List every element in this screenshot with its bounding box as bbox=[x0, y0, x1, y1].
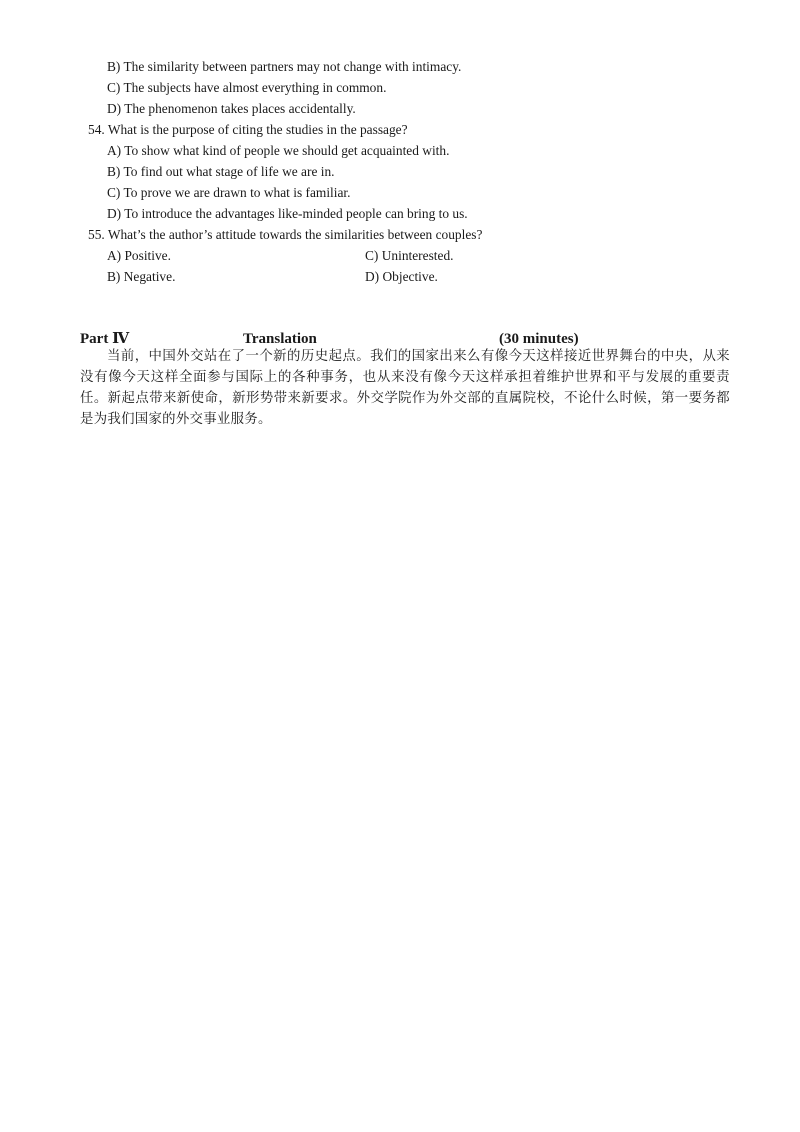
q55-option-a: A) Positive. bbox=[107, 248, 171, 263]
q55-option-c: C) Uninterested. bbox=[365, 248, 454, 263]
part-time: (30 minutes) bbox=[499, 331, 579, 347]
q54-option-b: B) To find out what stage of life we are in. bbox=[107, 164, 335, 179]
part-label: Part Ⅳ bbox=[80, 331, 130, 347]
q54-option-a: A) To show what kind of people we should get acquainted with. bbox=[107, 143, 450, 158]
q53-option-b: B) The similarity between partners may not change with intimacy. bbox=[107, 59, 462, 74]
q54-option-c: C) To prove we are drawn to what is familiar. bbox=[107, 185, 351, 200]
q53-option-c: C) The subjects have almost everything in common. bbox=[107, 80, 387, 95]
q54-stem: 54. What is the purpose of citing the studies in the passage? bbox=[88, 122, 408, 137]
part-title: Translation bbox=[243, 331, 317, 347]
q55-option-b: B) Negative. bbox=[107, 269, 176, 284]
q55-option-d: D) Objective. bbox=[365, 269, 438, 284]
q54-option-d: D) To introduce the advantages like-minded people can bring to us. bbox=[107, 206, 468, 221]
q53-option-d: D) The phenomenon takes places accidentally. bbox=[107, 101, 356, 116]
q55-stem: 55. What’s the author’s attitude towards the similarities between couples? bbox=[88, 227, 483, 242]
translation-passage: 当前，中国外交站在了一个新的历史起点。我们的国家出来么有像今天这样接近世界舞台的中央，从来没有像今天这样全面参与国际上的各种事务，也从来没有像今天这样承担着维护世界和平与发展的重要责任。新起点带来新使命，新形势带来新要求。外交学院作为外交部的直属院校，不论什么时候，第一要务都是为我们国家的外交事业服务。 bbox=[80, 349, 730, 427]
